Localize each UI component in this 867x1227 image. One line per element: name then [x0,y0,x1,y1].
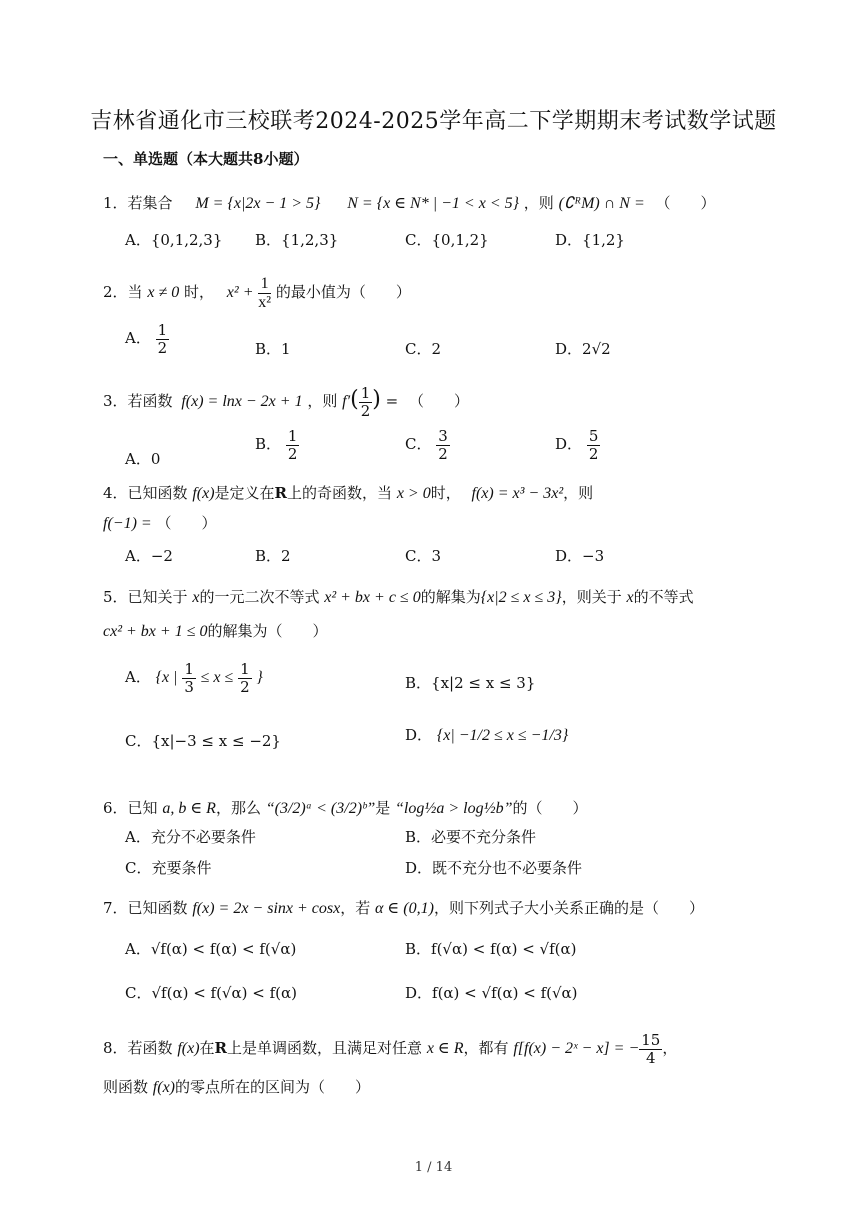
question-2 [103,270,411,315]
option-d: D．−3 [555,547,605,565]
question-text: 的零点所在的区间为（ ） [175,1078,371,1096]
question-text: 4．已知函数 [103,484,188,502]
question-text: 上的奇函数，当 [287,484,393,502]
denominator: x² [258,293,272,311]
denominator: 4 [646,1048,656,1067]
math-expression: x² + bx + c ≤ 0 [324,589,421,606]
numerator: 1 [360,384,371,402]
math-expression: M = {x|2x − 1 > 5} [195,195,321,212]
question-text: 时， [184,283,215,301]
question-text: 的（ ） [512,799,588,817]
question-text: 时， [430,484,461,502]
math-expression: (∁ᴿM) ∩ N = [558,195,645,212]
question-6 [103,786,588,831]
question-text: ，那么 [215,799,261,817]
question-text: 上是单调函数，且满足对任意 [227,1039,423,1057]
math-expression: cx² + bx + 1 ≤ 0 [103,623,208,640]
question-text: 2．当 [103,283,143,301]
option-d: D．{1,2} [555,231,625,249]
fraction: $\frac{1}{3}$ [184,660,194,696]
option-c: C．√f(α) < f(√α) < f(α) [125,984,297,1002]
option-label: B． [255,435,282,453]
math-expression: f(x) = lnx − 2x + 1 [181,393,303,410]
option-d: D．2√2 [555,340,611,358]
option-b: B．必要不充分条件 [405,828,537,846]
denominator: 2 [438,444,448,463]
option-label: D． [405,726,433,744]
denominator: 2 [360,401,371,420]
option-a [125,318,169,358]
option-b: B．f(√α) < f(α) < √f(α) [405,940,577,958]
option-a: A． {x | $\frac{1}{3}$ ≤ x ≤ $\frac{1}{2}$ } [125,660,263,696]
question-text: 8．若函数 [103,1039,173,1057]
math-expression: “log½a > log½b” [395,800,513,817]
option-a: A．{0,1,2,3} [125,231,223,249]
fraction [639,1032,662,1066]
math-expression: f[f(x) − 2ˣ − x] = − [513,1040,640,1057]
numerator: 5 [588,427,599,445]
fraction [286,428,300,462]
math-expression: } [256,669,263,686]
math-expression: x > 0 [396,485,431,502]
question-text: 的一元二次不等式 [199,588,320,606]
question-text: 的最小值为（ ） [275,283,411,301]
math-expression: x [626,589,634,606]
math-expression: R [214,1039,228,1057]
option-b: B．{1,2,3} [255,231,339,249]
question-text: 的解集为（ ） [207,622,328,640]
question-text: 1．若集合 [103,194,173,212]
math-expression: x ≠ 0 [147,284,180,301]
question-text: 6．已知 [103,799,158,817]
question-text: 是定义在 [214,484,275,502]
question-text: ，则 [307,392,338,410]
math-expression: α ∈ (0,1) [375,900,434,917]
math-expression: “(3/2)ᵃ < (3/2)ᵇ” [265,800,376,817]
question-text: ， [662,1039,678,1057]
question-text: 在 [199,1039,215,1057]
math-expression: f(x) = 2x − sinx + cosx [192,900,341,917]
math-expression: f(x) = x³ − 3x² [471,485,564,502]
question-1 [103,192,716,213]
answer-blank: （ ） [655,194,716,212]
question-text: 的不等式 [633,588,694,606]
question-text: 5．已知关于 [103,588,188,606]
math-expression: f′ [342,393,351,410]
math-expression: x² + [226,284,254,301]
denominator: 2 [157,338,168,357]
answer-blank: （ ） [156,514,217,532]
math-expression: {x|2 ≤ x ≤ 3} [480,589,562,606]
option-c: C．2 [405,340,442,358]
section-heading: 一、单选题（本大题共8小题） [103,150,309,168]
page-title: 吉林省通化市三校联考2024-2025学年高二下学期期末考试数学试题 [90,109,777,134]
question-text: ，则 [563,484,594,502]
math-expression: f(x) [177,1040,200,1057]
option-label: A． [125,668,151,686]
option-c [405,424,450,464]
fraction [359,385,373,419]
numerator: 3 [438,427,448,445]
answer-blank: （ ） [408,392,469,410]
math-expression: x [192,589,200,606]
math-expression: N = {x ∈ N* | −1 < x < 5} [347,195,520,212]
option-c: C．{0,1,2} [405,231,489,249]
math-expression: {x | [155,669,178,686]
question-text: 的解集为 [420,588,481,606]
page-number: 1 / 14 [414,1160,453,1175]
denominator: 2 [287,444,298,463]
math-expression: x ∈ R [426,1040,464,1057]
fraction [156,322,170,356]
numerator: 1 [287,427,298,445]
math-expression: f(−1) = [103,515,152,532]
option-a: A．√f(α) < f(α) < f(√α) [125,940,297,958]
math-expression: f(x) [192,485,215,502]
question-text: ，则下列式子大小关系正确的是（ ） [433,899,704,917]
fraction [587,428,601,462]
option-b: B．2 [255,547,291,565]
question-5-line2 [103,620,328,641]
option-d: D．既不充分也不必要条件 [405,859,583,877]
option-b [255,424,299,464]
question-text: ，则关于 [561,588,622,606]
math-expression: R [274,484,288,502]
option-a: A．0 [125,450,161,468]
option-c: C．充要条件 [125,859,212,877]
question-text: 7．已知函数 [103,899,188,917]
numerator: 1 [258,275,271,294]
question-7 [103,897,704,918]
option-d [555,424,600,464]
question-text: ，若 [340,899,371,917]
fraction [258,275,271,311]
question-text: ，都有 [463,1039,509,1057]
option-d [405,710,568,761]
question-text: 则函数 [103,1078,149,1096]
math-expression: = [385,392,399,410]
question-text: 3．若函数 [103,392,173,410]
option-c: C．3 [405,547,442,565]
math-expression: {x| −1/2 ≤ x ≤ −1/3} [436,727,569,744]
question-4 [103,482,593,503]
fraction: $\frac{1}{2}$ [240,660,250,696]
option-b: B．1 [255,340,291,358]
denominator: 2 [588,444,599,463]
numerator: 1 [157,321,168,339]
option-a: A．充分不必要条件 [125,828,256,846]
option-d: D．f(α) < √f(α) < f(√α) [405,984,578,1002]
option-a: A．−2 [125,547,173,565]
option-label: D． [555,435,583,453]
question-3: 3．若函数 f(x) = lnx − 2x + 1 ，则 f′( $\frac{1}{2}$ ) = （ ） [103,384,469,420]
math-expression: f(x) [152,1079,175,1096]
question-8-line2 [103,1076,370,1097]
option-b: B．{x|2 ≤ x ≤ 3} [405,674,536,692]
question-text: 是 [375,799,391,817]
option-c: C．{x|−3 ≤ x ≤ −2} [125,732,281,750]
question-8 [103,1026,677,1071]
numerator: 15 [641,1031,661,1049]
math-expression: a, b ∈ R [162,800,216,817]
fraction [436,428,450,462]
question-5 [103,586,694,607]
question-4-line2 [103,512,217,533]
question-text: ，则 [523,194,554,212]
option-label: C． [405,435,432,453]
option-label: A． [125,329,151,347]
